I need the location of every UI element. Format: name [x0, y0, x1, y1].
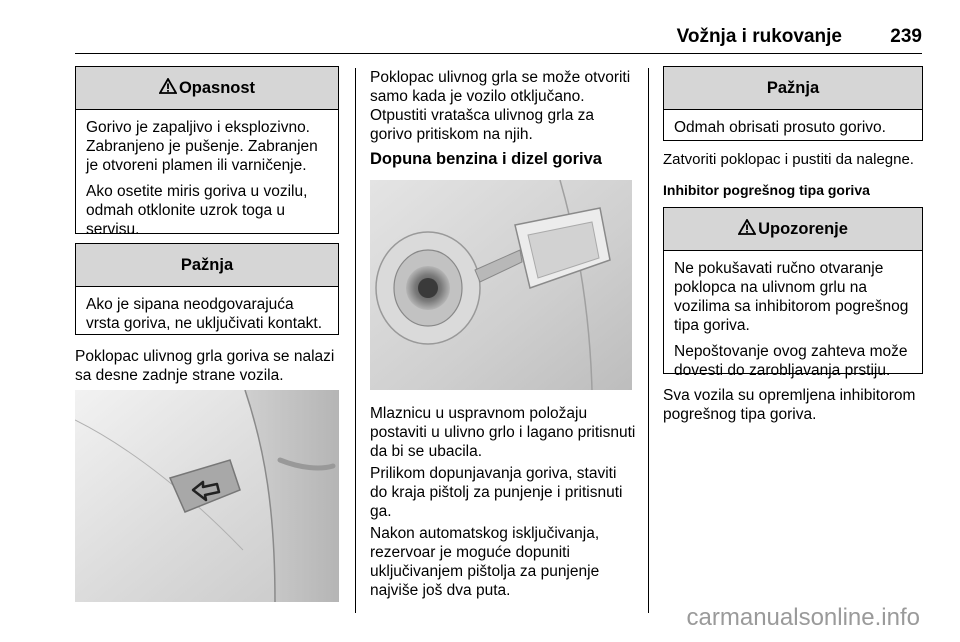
- warning-box-header: [664, 208, 922, 251]
- fuel-door-unlock-text: Poklopac ulivnog grla se može otvoriti samo kada je vozilo otključano. Otpustiti vratašca ulivnog grla za gorivo pritiskom na njih.: [370, 69, 631, 143]
- refuel-paragraph-3: Nakon automatskog isključivanja, rezervoar je moguće dopuniti uključivanjem pištolja za punjenje najviše još dva puta.: [370, 525, 600, 599]
- column-divider-1: [355, 68, 356, 613]
- danger-box: [75, 66, 339, 238]
- header-rule: [75, 53, 922, 54]
- close-cap-text: Zatvoriti poklopac i pustiti da nalegne.: [663, 151, 914, 168]
- warning-box: [663, 207, 923, 379]
- page-number: 239: [890, 26, 922, 47]
- notice-text: Ako je sipana neodgovarajuća vrsta goriva, ne uključivati kontakt.: [86, 296, 323, 332]
- column-divider-2: [648, 68, 649, 613]
- fuel-filler-open-image: [370, 180, 632, 390]
- warning-box-title: Upozorenje: [758, 219, 848, 238]
- danger-box-header: [76, 67, 338, 110]
- refuel-paragraph-2: Prilikom dopunjavanja goriva, staviti do kraja pištolj za punjenje i pritisnuti ga.: [370, 465, 623, 520]
- notice-box-header: Pažnja: [76, 244, 338, 287]
- warning-triangle-icon: [738, 219, 756, 240]
- notice-box-spill-header: Pažnja: [664, 67, 922, 110]
- inhibitor-info-text: Sva vozila su opremljena inhibitorom pogrešnog tipa goriva.: [663, 387, 916, 423]
- refuel-heading: Dopuna benzina i dizel goriva: [370, 150, 602, 168]
- notice-spill-text: Odmah obrisati prosuto gorivo.: [674, 119, 886, 136]
- warning-paragraph-1: Ne pokušavati ručno otvaranje poklopca na ulivnom grlu na vozilima sa inhibitorom pogrešnog tipa goriva.: [674, 260, 909, 334]
- refuel-paragraph-1: Mlaznicu u uspravnom položaju postaviti u ulivno grlo i lagano pritisnuti da bi se ubacila.: [370, 405, 636, 460]
- danger-paragraph-1: Gorivo je zapaljivo i eksplozivno. Zabranjeno je pušenje. Zabranjen je otvoreni plamen ili varničenje.: [86, 119, 318, 174]
- notice-box-spill: [663, 66, 923, 141]
- warning-triangle-icon: [159, 78, 177, 99]
- danger-box-title: Opasnost: [178, 78, 256, 97]
- watermark: carmanualsonline.info: [686, 604, 920, 631]
- fuel-door-closed-image: [75, 390, 339, 602]
- misfuel-inhibitor-heading: Inhibitor pogrešnog tipa goriva: [663, 182, 870, 198]
- notice-box-fuel-type: [75, 243, 339, 335]
- fuel-door-location-text: Poklopac ulivnog grla goriva se nalazi sa desne zadnje strane vozila.: [75, 348, 335, 384]
- warning-paragraph-2: Nepoštovanje ovog zahteva može dovesti do zarobljavanja prstiju.: [674, 343, 908, 379]
- danger-paragraph-2: Ako osetite miris goriva u vozilu, odmah otklonite uzrok toga u servisu.: [86, 183, 308, 238]
- page-header-title: Vožnja i rukovanje: [676, 26, 842, 47]
